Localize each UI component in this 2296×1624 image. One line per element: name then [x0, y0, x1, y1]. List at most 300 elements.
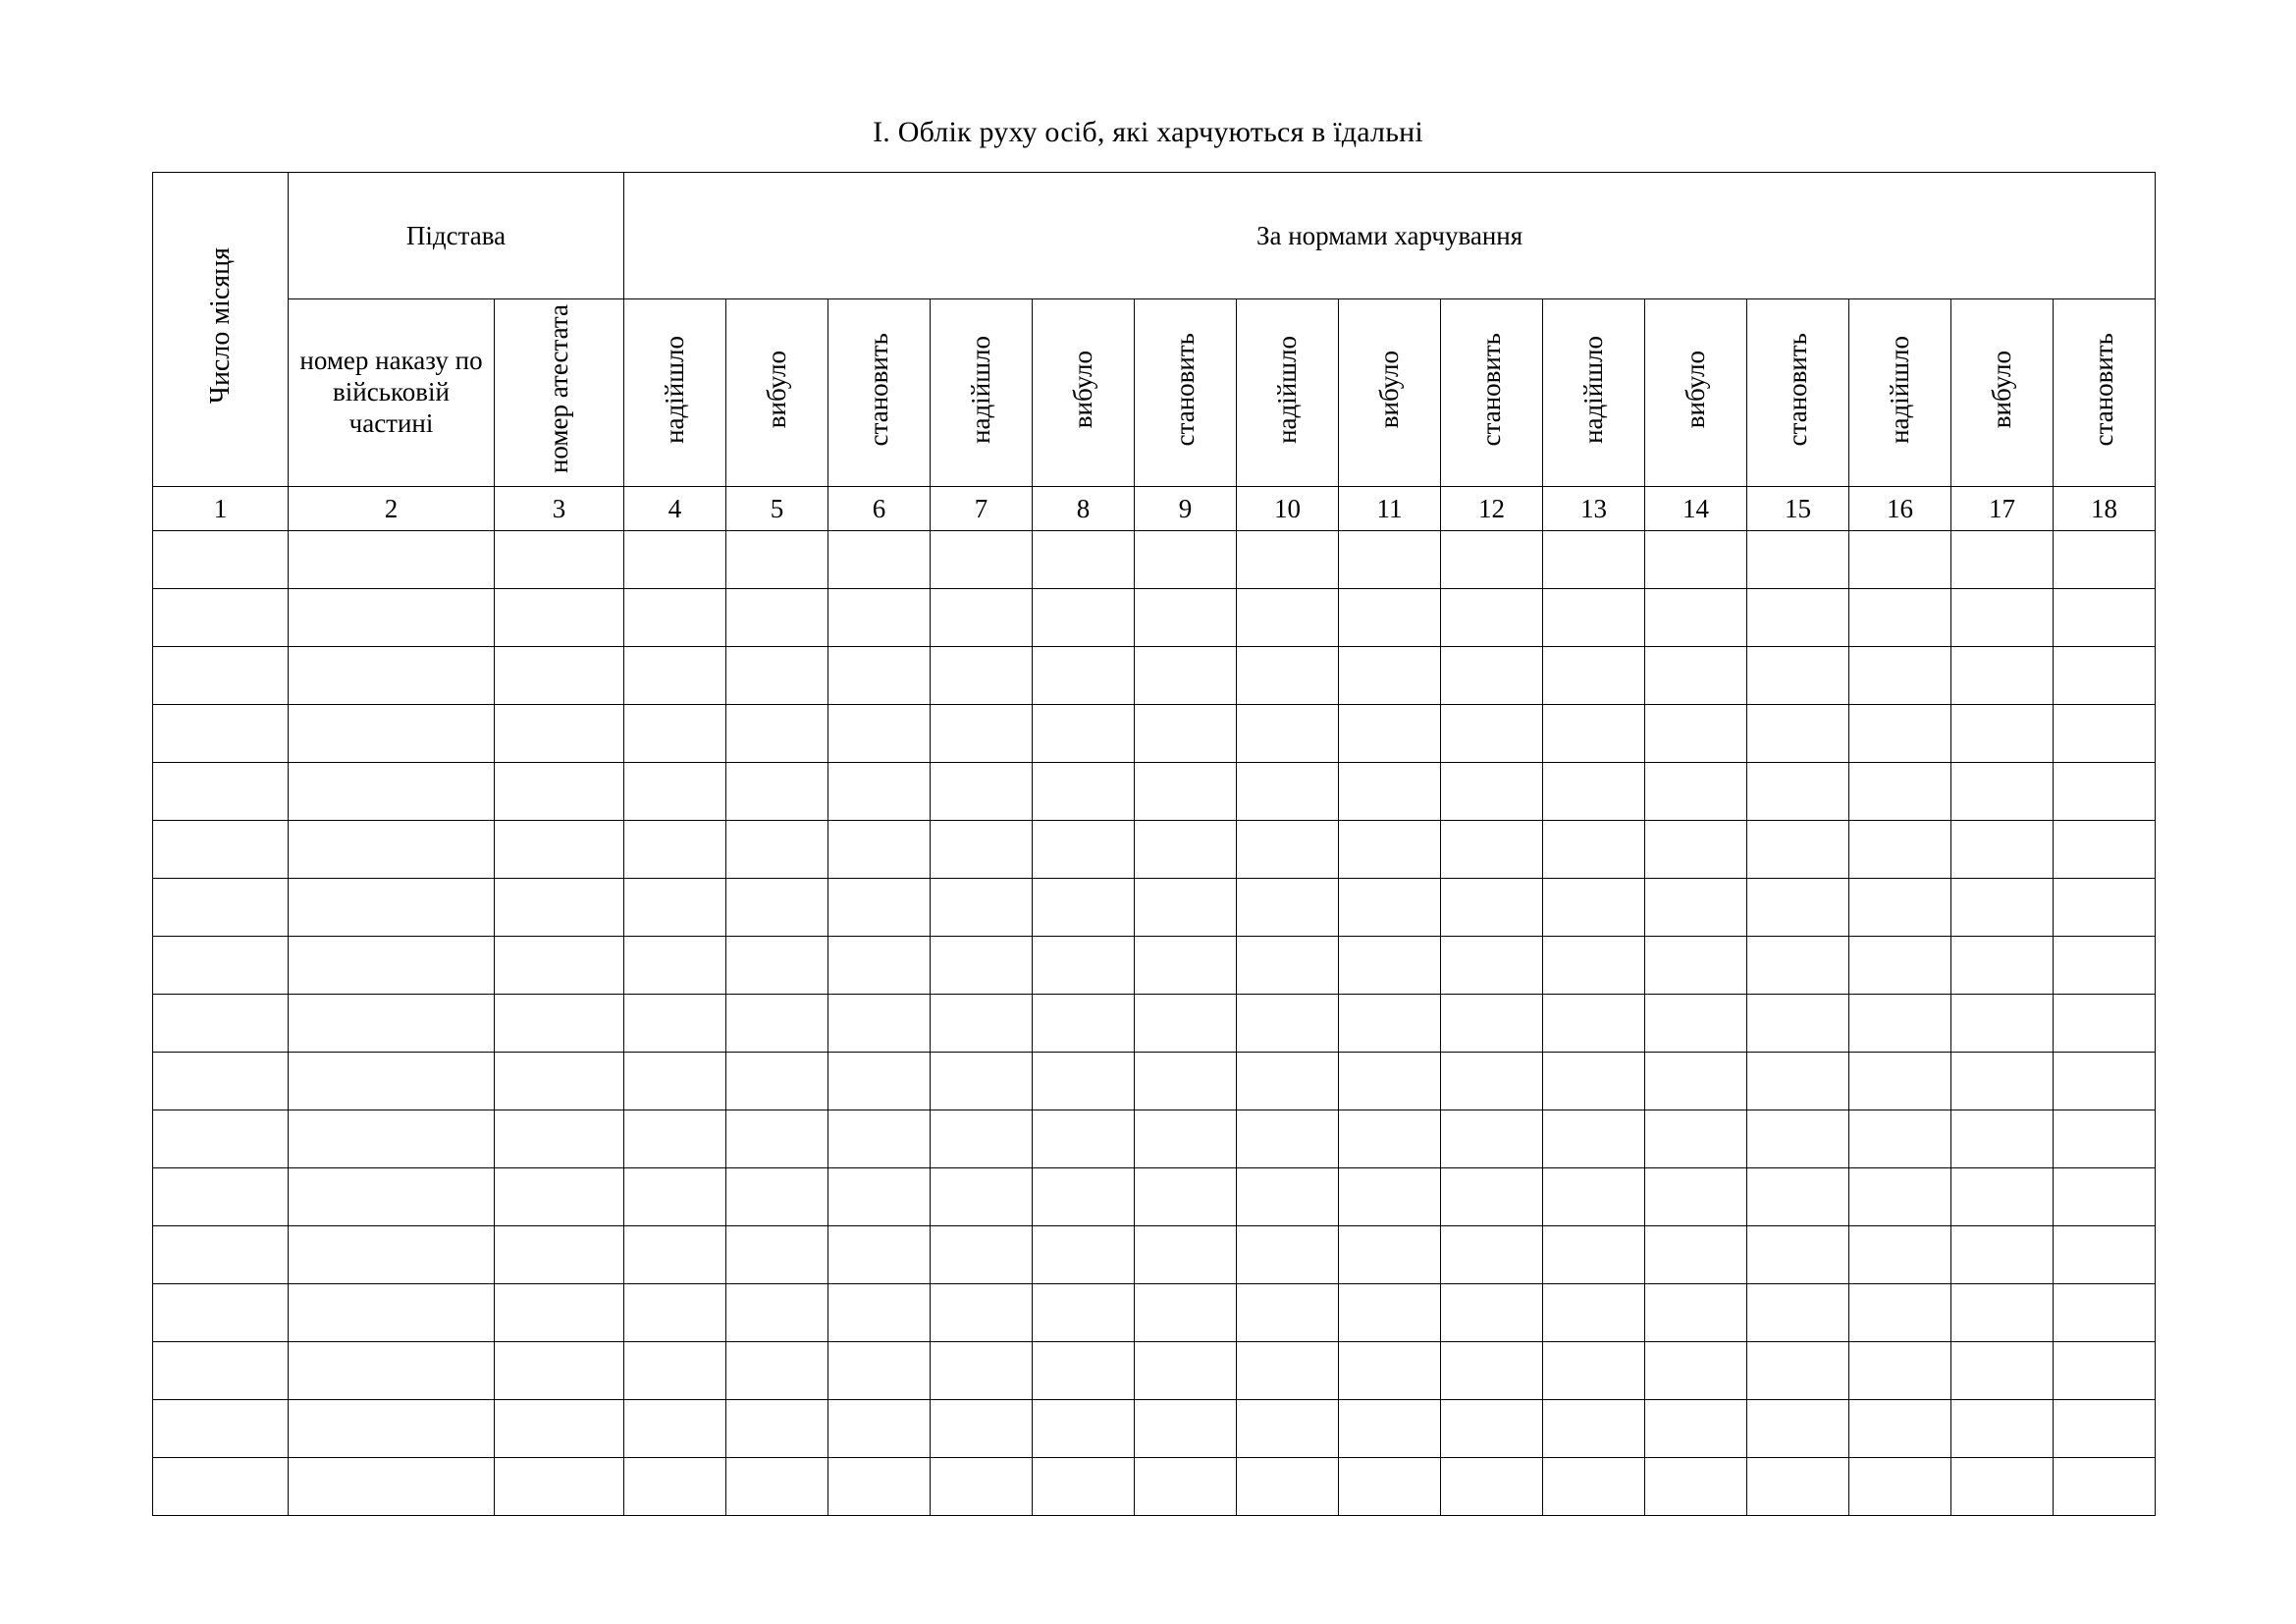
table-cell-empty[interactable]: [1747, 1110, 1849, 1168]
table-row[interactable]: [153, 1110, 2156, 1168]
table-cell-empty[interactable]: [1237, 1110, 1339, 1168]
table-cell-empty[interactable]: [1135, 1168, 1237, 1226]
table-cell-empty[interactable]: [726, 821, 828, 879]
table-cell-empty[interactable]: [1135, 1342, 1237, 1400]
table-cell-empty[interactable]: [1033, 1342, 1135, 1400]
table-cell-empty[interactable]: [153, 531, 289, 589]
table-cell-empty[interactable]: [1951, 531, 2054, 589]
table-cell-empty[interactable]: [931, 1168, 1033, 1226]
table-cell-empty[interactable]: [1645, 763, 1747, 821]
table-cell-empty[interactable]: [1543, 879, 1645, 937]
table-cell-empty[interactable]: [1543, 1342, 1645, 1400]
table-cell-empty[interactable]: [2054, 1342, 2156, 1400]
table-cell-empty[interactable]: [1033, 937, 1135, 995]
table-cell-empty[interactable]: [828, 1342, 931, 1400]
table-cell-empty[interactable]: [726, 879, 828, 937]
table-cell-empty[interactable]: [1543, 1168, 1645, 1226]
table-cell-empty[interactable]: [931, 1458, 1033, 1516]
table-cell-empty[interactable]: [1033, 531, 1135, 589]
table-cell-empty[interactable]: [1135, 1110, 1237, 1168]
table-cell-empty[interactable]: [1951, 879, 2054, 937]
table-cell-empty[interactable]: [1339, 1284, 1441, 1342]
table-cell-empty[interactable]: [289, 879, 495, 937]
table-cell-empty[interactable]: [1849, 1284, 1951, 1342]
table-cell-empty[interactable]: [495, 705, 624, 763]
table-cell-empty[interactable]: [1033, 647, 1135, 705]
table-cell-empty[interactable]: [828, 1168, 931, 1226]
table-cell-empty[interactable]: [2054, 763, 2156, 821]
table-cell-empty[interactable]: [1951, 1053, 2054, 1110]
table-row[interactable]: [153, 821, 2156, 879]
table-cell-empty[interactable]: [289, 1226, 495, 1284]
table-cell-empty[interactable]: [1033, 995, 1135, 1053]
table-cell-empty[interactable]: [828, 763, 931, 821]
table-cell-empty[interactable]: [1645, 1342, 1747, 1400]
table-cell-empty[interactable]: [2054, 647, 2156, 705]
table-cell-empty[interactable]: [624, 1458, 726, 1516]
table-cell-empty[interactable]: [2054, 531, 2156, 589]
table-cell-empty[interactable]: [931, 1110, 1033, 1168]
table-cell-empty[interactable]: [1441, 1284, 1543, 1342]
table-cell-empty[interactable]: [1849, 821, 1951, 879]
table-cell-empty[interactable]: [289, 1342, 495, 1400]
table-cell-empty[interactable]: [1747, 1400, 1849, 1458]
table-cell-empty[interactable]: [1033, 879, 1135, 937]
table-cell-empty[interactable]: [726, 1284, 828, 1342]
table-row[interactable]: [153, 763, 2156, 821]
table-cell-empty[interactable]: [153, 1342, 289, 1400]
table-cell-empty[interactable]: [1849, 1400, 1951, 1458]
table-cell-empty[interactable]: [1951, 589, 2054, 647]
table-cell-empty[interactable]: [1237, 821, 1339, 879]
table-cell-empty[interactable]: [624, 937, 726, 995]
table-cell-empty[interactable]: [495, 1226, 624, 1284]
table-cell-empty[interactable]: [2054, 1053, 2156, 1110]
table-cell-empty[interactable]: [1849, 589, 1951, 647]
table-cell-empty[interactable]: [153, 1284, 289, 1342]
table-cell-empty[interactable]: [1135, 1053, 1237, 1110]
table-cell-empty[interactable]: [726, 937, 828, 995]
table-cell-empty[interactable]: [153, 1168, 289, 1226]
table-cell-empty[interactable]: [1237, 1226, 1339, 1284]
table-cell-empty[interactable]: [1135, 763, 1237, 821]
table-cell-empty[interactable]: [2054, 1284, 2156, 1342]
table-row[interactable]: [153, 937, 2156, 995]
table-cell-empty[interactable]: [1339, 705, 1441, 763]
table-cell-empty[interactable]: [1645, 821, 1747, 879]
table-cell-empty[interactable]: [931, 1053, 1033, 1110]
table-cell-empty[interactable]: [1543, 821, 1645, 879]
table-cell-empty[interactable]: [495, 995, 624, 1053]
table-cell-empty[interactable]: [495, 531, 624, 589]
table-cell-empty[interactable]: [1543, 647, 1645, 705]
table-cell-empty[interactable]: [931, 1284, 1033, 1342]
table-cell-empty[interactable]: [828, 995, 931, 1053]
table-cell-empty[interactable]: [624, 1284, 726, 1342]
table-cell-empty[interactable]: [1237, 705, 1339, 763]
table-cell-empty[interactable]: [2054, 821, 2156, 879]
table-cell-empty[interactable]: [1951, 1168, 2054, 1226]
table-cell-empty[interactable]: [153, 647, 289, 705]
table-cell-empty[interactable]: [624, 1400, 726, 1458]
table-cell-empty[interactable]: [931, 763, 1033, 821]
table-cell-empty[interactable]: [153, 821, 289, 879]
table-cell-empty[interactable]: [1441, 1168, 1543, 1226]
table-cell-empty[interactable]: [1543, 995, 1645, 1053]
table-cell-empty[interactable]: [1441, 589, 1543, 647]
table-cell-empty[interactable]: [1951, 763, 2054, 821]
table-cell-empty[interactable]: [289, 1458, 495, 1516]
table-cell-empty[interactable]: [726, 1110, 828, 1168]
table-row[interactable]: [153, 1226, 2156, 1284]
table-cell-empty[interactable]: [1237, 1284, 1339, 1342]
table-cell-empty[interactable]: [828, 1110, 931, 1168]
table-cell-empty[interactable]: [1135, 531, 1237, 589]
table-cell-empty[interactable]: [1645, 879, 1747, 937]
table-cell-empty[interactable]: [1543, 1110, 1645, 1168]
table-cell-empty[interactable]: [726, 1342, 828, 1400]
table-cell-empty[interactable]: [1441, 937, 1543, 995]
table-cell-empty[interactable]: [1951, 1110, 2054, 1168]
table-cell-empty[interactable]: [1747, 937, 1849, 995]
table-cell-empty[interactable]: [1543, 1284, 1645, 1342]
table-cell-empty[interactable]: [1747, 1458, 1849, 1516]
table-cell-empty[interactable]: [624, 1053, 726, 1110]
table-cell-empty[interactable]: [1645, 1226, 1747, 1284]
table-cell-empty[interactable]: [1543, 1053, 1645, 1110]
table-cell-empty[interactable]: [624, 1342, 726, 1400]
table-cell-empty[interactable]: [1645, 647, 1747, 705]
table-cell-empty[interactable]: [1441, 821, 1543, 879]
table-cell-empty[interactable]: [1441, 1226, 1543, 1284]
table-cell-empty[interactable]: [495, 1110, 624, 1168]
table-cell-empty[interactable]: [1135, 879, 1237, 937]
table-cell-empty[interactable]: [1645, 1400, 1747, 1458]
table-cell-empty[interactable]: [1645, 1284, 1747, 1342]
table-cell-empty[interactable]: [828, 647, 931, 705]
table-cell-empty[interactable]: [1441, 1110, 1543, 1168]
table-cell-empty[interactable]: [495, 821, 624, 879]
table-cell-empty[interactable]: [624, 1226, 726, 1284]
table-cell-empty[interactable]: [153, 705, 289, 763]
table-cell-empty[interactable]: [931, 531, 1033, 589]
table-row[interactable]: [153, 589, 2156, 647]
table-cell-empty[interactable]: [289, 589, 495, 647]
table-cell-empty[interactable]: [624, 589, 726, 647]
table-cell-empty[interactable]: [1033, 1053, 1135, 1110]
table-cell-empty[interactable]: [153, 937, 289, 995]
table-cell-empty[interactable]: [828, 1284, 931, 1342]
table-cell-empty[interactable]: [2054, 1458, 2156, 1516]
table-cell-empty[interactable]: [1645, 1168, 1747, 1226]
table-cell-empty[interactable]: [1747, 821, 1849, 879]
table-cell-empty[interactable]: [1033, 589, 1135, 647]
table-cell-empty[interactable]: [1645, 589, 1747, 647]
table-cell-empty[interactable]: [1543, 1400, 1645, 1458]
table-cell-empty[interactable]: [1951, 995, 2054, 1053]
table-cell-empty[interactable]: [1135, 1400, 1237, 1458]
table-cell-empty[interactable]: [1135, 1284, 1237, 1342]
table-cell-empty[interactable]: [1033, 821, 1135, 879]
table-cell-empty[interactable]: [153, 763, 289, 821]
table-cell-empty[interactable]: [624, 705, 726, 763]
table-cell-empty[interactable]: [828, 705, 931, 763]
table-cell-empty[interactable]: [1339, 1458, 1441, 1516]
table-cell-empty[interactable]: [1645, 995, 1747, 1053]
table-row[interactable]: [153, 1284, 2156, 1342]
table-cell-empty[interactable]: [828, 1400, 931, 1458]
table-cell-empty[interactable]: [931, 589, 1033, 647]
table-cell-empty[interactable]: [1339, 1400, 1441, 1458]
table-cell-empty[interactable]: [1849, 1168, 1951, 1226]
table-cell-empty[interactable]: [726, 705, 828, 763]
table-cell-empty[interactable]: [1849, 1342, 1951, 1400]
table-cell-empty[interactable]: [1237, 763, 1339, 821]
table-cell-empty[interactable]: [624, 995, 726, 1053]
table-cell-empty[interactable]: [1645, 705, 1747, 763]
table-cell-empty[interactable]: [495, 879, 624, 937]
table-cell-empty[interactable]: [1339, 995, 1441, 1053]
table-cell-empty[interactable]: [1747, 1053, 1849, 1110]
table-cell-empty[interactable]: [1237, 1168, 1339, 1226]
table-cell-empty[interactable]: [1441, 1400, 1543, 1458]
table-cell-empty[interactable]: [1339, 763, 1441, 821]
table-cell-empty[interactable]: [828, 531, 931, 589]
table-cell-empty[interactable]: [1849, 937, 1951, 995]
table-cell-empty[interactable]: [153, 589, 289, 647]
table-cell-empty[interactable]: [1441, 1458, 1543, 1516]
table-cell-empty[interactable]: [1543, 937, 1645, 995]
table-cell-empty[interactable]: [1441, 531, 1543, 589]
table-row[interactable]: [153, 1458, 2156, 1516]
table-cell-empty[interactable]: [495, 1168, 624, 1226]
table-row[interactable]: [153, 1053, 2156, 1110]
table-cell-empty[interactable]: [624, 531, 726, 589]
table-cell-empty[interactable]: [153, 1226, 289, 1284]
table-cell-empty[interactable]: [289, 1110, 495, 1168]
table-cell-empty[interactable]: [1033, 705, 1135, 763]
table-cell-empty[interactable]: [289, 1168, 495, 1226]
table-cell-empty[interactable]: [1135, 995, 1237, 1053]
table-cell-empty[interactable]: [289, 531, 495, 589]
table-cell-empty[interactable]: [153, 995, 289, 1053]
table-cell-empty[interactable]: [289, 937, 495, 995]
table-cell-empty[interactable]: [726, 763, 828, 821]
table-cell-empty[interactable]: [2054, 1400, 2156, 1458]
table-cell-empty[interactable]: [1849, 995, 1951, 1053]
table-cell-empty[interactable]: [1747, 647, 1849, 705]
table-cell-empty[interactable]: [2054, 1110, 2156, 1168]
table-cell-empty[interactable]: [1849, 1053, 1951, 1110]
table-row[interactable]: [153, 879, 2156, 937]
table-cell-empty[interactable]: [1951, 705, 2054, 763]
table-row[interactable]: [153, 1168, 2156, 1226]
table-cell-empty[interactable]: [828, 1226, 931, 1284]
table-cell-empty[interactable]: [931, 1400, 1033, 1458]
table-cell-empty[interactable]: [931, 995, 1033, 1053]
table-cell-empty[interactable]: [289, 821, 495, 879]
table-cell-empty[interactable]: [1339, 1226, 1441, 1284]
table-cell-empty[interactable]: [1033, 1168, 1135, 1226]
table-cell-empty[interactable]: [624, 1110, 726, 1168]
table-cell-empty[interactable]: [1441, 705, 1543, 763]
table-cell-empty[interactable]: [1033, 763, 1135, 821]
table-cell-empty[interactable]: [828, 1458, 931, 1516]
table-cell-empty[interactable]: [1645, 937, 1747, 995]
table-cell-empty[interactable]: [931, 937, 1033, 995]
table-cell-empty[interactable]: [1747, 763, 1849, 821]
table-cell-empty[interactable]: [1849, 531, 1951, 589]
table-cell-empty[interactable]: [931, 647, 1033, 705]
table-cell-empty[interactable]: [1135, 1226, 1237, 1284]
table-row[interactable]: [153, 1400, 2156, 1458]
table-cell-empty[interactable]: [1441, 1053, 1543, 1110]
table-cell-empty[interactable]: [1951, 1284, 2054, 1342]
table-cell-empty[interactable]: [726, 995, 828, 1053]
table-cell-empty[interactable]: [1339, 1168, 1441, 1226]
table-cell-empty[interactable]: [1033, 1226, 1135, 1284]
table-cell-empty[interactable]: [1951, 1226, 2054, 1284]
table-cell-empty[interactable]: [624, 879, 726, 937]
table-cell-empty[interactable]: [726, 1226, 828, 1284]
table-cell-empty[interactable]: [289, 1400, 495, 1458]
table-cell-empty[interactable]: [1237, 589, 1339, 647]
table-cell-empty[interactable]: [1849, 879, 1951, 937]
table-cell-empty[interactable]: [1849, 1458, 1951, 1516]
table-cell-empty[interactable]: [1135, 937, 1237, 995]
table-cell-empty[interactable]: [153, 879, 289, 937]
table-cell-empty[interactable]: [1849, 1110, 1951, 1168]
table-cell-empty[interactable]: [2054, 995, 2156, 1053]
table-cell-empty[interactable]: [624, 647, 726, 705]
table-cell-empty[interactable]: [624, 1168, 726, 1226]
table-cell-empty[interactable]: [1033, 1110, 1135, 1168]
table-cell-empty[interactable]: [1543, 705, 1645, 763]
table-cell-empty[interactable]: [1441, 1342, 1543, 1400]
table-cell-empty[interactable]: [1237, 531, 1339, 589]
table-cell-empty[interactable]: [1543, 1226, 1645, 1284]
table-cell-empty[interactable]: [1951, 647, 2054, 705]
table-cell-empty[interactable]: [1237, 1400, 1339, 1458]
table-cell-empty[interactable]: [1441, 879, 1543, 937]
table-cell-empty[interactable]: [726, 1400, 828, 1458]
table-cell-empty[interactable]: [1645, 1053, 1747, 1110]
table-cell-empty[interactable]: [931, 705, 1033, 763]
table-cell-empty[interactable]: [1645, 531, 1747, 589]
table-cell-empty[interactable]: [1543, 531, 1645, 589]
table-cell-empty[interactable]: [153, 1110, 289, 1168]
table-cell-empty[interactable]: [828, 879, 931, 937]
table-cell-empty[interactable]: [1951, 937, 2054, 995]
table-cell-empty[interactable]: [1033, 1284, 1135, 1342]
table-cell-empty[interactable]: [495, 763, 624, 821]
table-cell-empty[interactable]: [2054, 1226, 2156, 1284]
table-row[interactable]: [153, 531, 2156, 589]
table-cell-empty[interactable]: [495, 647, 624, 705]
table-cell-empty[interactable]: [1135, 1458, 1237, 1516]
table-cell-empty[interactable]: [1033, 1458, 1135, 1516]
table-cell-empty[interactable]: [153, 1053, 289, 1110]
table-cell-empty[interactable]: [2054, 1168, 2156, 1226]
table-cell-empty[interactable]: [1543, 589, 1645, 647]
table-cell-empty[interactable]: [1951, 1342, 2054, 1400]
table-cell-empty[interactable]: [828, 589, 931, 647]
table-cell-empty[interactable]: [1441, 995, 1543, 1053]
table-cell-empty[interactable]: [495, 1342, 624, 1400]
table-cell-empty[interactable]: [495, 1284, 624, 1342]
table-cell-empty[interactable]: [1339, 1342, 1441, 1400]
table-cell-empty[interactable]: [1747, 589, 1849, 647]
table-cell-empty[interactable]: [1441, 763, 1543, 821]
table-cell-empty[interactable]: [1237, 1458, 1339, 1516]
table-cell-empty[interactable]: [1441, 647, 1543, 705]
table-cell-empty[interactable]: [153, 1400, 289, 1458]
table-cell-empty[interactable]: [2054, 937, 2156, 995]
table-cell-empty[interactable]: [828, 821, 931, 879]
table-cell-empty[interactable]: [1747, 1226, 1849, 1284]
table-cell-empty[interactable]: [1543, 763, 1645, 821]
table-cell-empty[interactable]: [1135, 705, 1237, 763]
table-cell-empty[interactable]: [1339, 531, 1441, 589]
table-cell-empty[interactable]: [1339, 821, 1441, 879]
table-cell-empty[interactable]: [1747, 1168, 1849, 1226]
table-cell-empty[interactable]: [1237, 879, 1339, 937]
table-cell-empty[interactable]: [1747, 531, 1849, 589]
table-cell-empty[interactable]: [2054, 879, 2156, 937]
table-row[interactable]: [153, 1342, 2156, 1400]
table-cell-empty[interactable]: [1543, 1458, 1645, 1516]
table-cell-empty[interactable]: [1339, 1053, 1441, 1110]
table-cell-empty[interactable]: [1951, 821, 2054, 879]
table-row[interactable]: [153, 705, 2156, 763]
table-cell-empty[interactable]: [1237, 647, 1339, 705]
table-cell-empty[interactable]: [1747, 705, 1849, 763]
table-cell-empty[interactable]: [931, 879, 1033, 937]
table-cell-empty[interactable]: [726, 647, 828, 705]
table-cell-empty[interactable]: [1849, 705, 1951, 763]
table-cell-empty[interactable]: [1339, 1110, 1441, 1168]
table-cell-empty[interactable]: [1645, 1110, 1747, 1168]
table-cell-empty[interactable]: [1747, 1342, 1849, 1400]
table-cell-empty[interactable]: [1237, 1053, 1339, 1110]
table-row[interactable]: [153, 647, 2156, 705]
table-cell-empty[interactable]: [931, 1342, 1033, 1400]
table-cell-empty[interactable]: [726, 531, 828, 589]
table-cell-empty[interactable]: [931, 821, 1033, 879]
table-cell-empty[interactable]: [1645, 1458, 1747, 1516]
table-cell-empty[interactable]: [1747, 879, 1849, 937]
table-cell-empty[interactable]: [289, 763, 495, 821]
table-cell-empty[interactable]: [1339, 589, 1441, 647]
table-cell-empty[interactable]: [153, 1458, 289, 1516]
table-cell-empty[interactable]: [1135, 589, 1237, 647]
table-cell-empty[interactable]: [726, 1168, 828, 1226]
table-cell-empty[interactable]: [1135, 821, 1237, 879]
table-cell-empty[interactable]: [1237, 995, 1339, 1053]
table-cell-empty[interactable]: [289, 1053, 495, 1110]
table-cell-empty[interactable]: [495, 1458, 624, 1516]
table-cell-empty[interactable]: [495, 937, 624, 995]
table-cell-empty[interactable]: [289, 705, 495, 763]
table-cell-empty[interactable]: [289, 995, 495, 1053]
table-cell-empty[interactable]: [1237, 1342, 1339, 1400]
table-cell-empty[interactable]: [726, 1458, 828, 1516]
table-cell-empty[interactable]: [624, 821, 726, 879]
table-cell-empty[interactable]: [495, 1400, 624, 1458]
table-cell-empty[interactable]: [931, 1226, 1033, 1284]
table-cell-empty[interactable]: [1849, 647, 1951, 705]
table-cell-empty[interactable]: [289, 1284, 495, 1342]
